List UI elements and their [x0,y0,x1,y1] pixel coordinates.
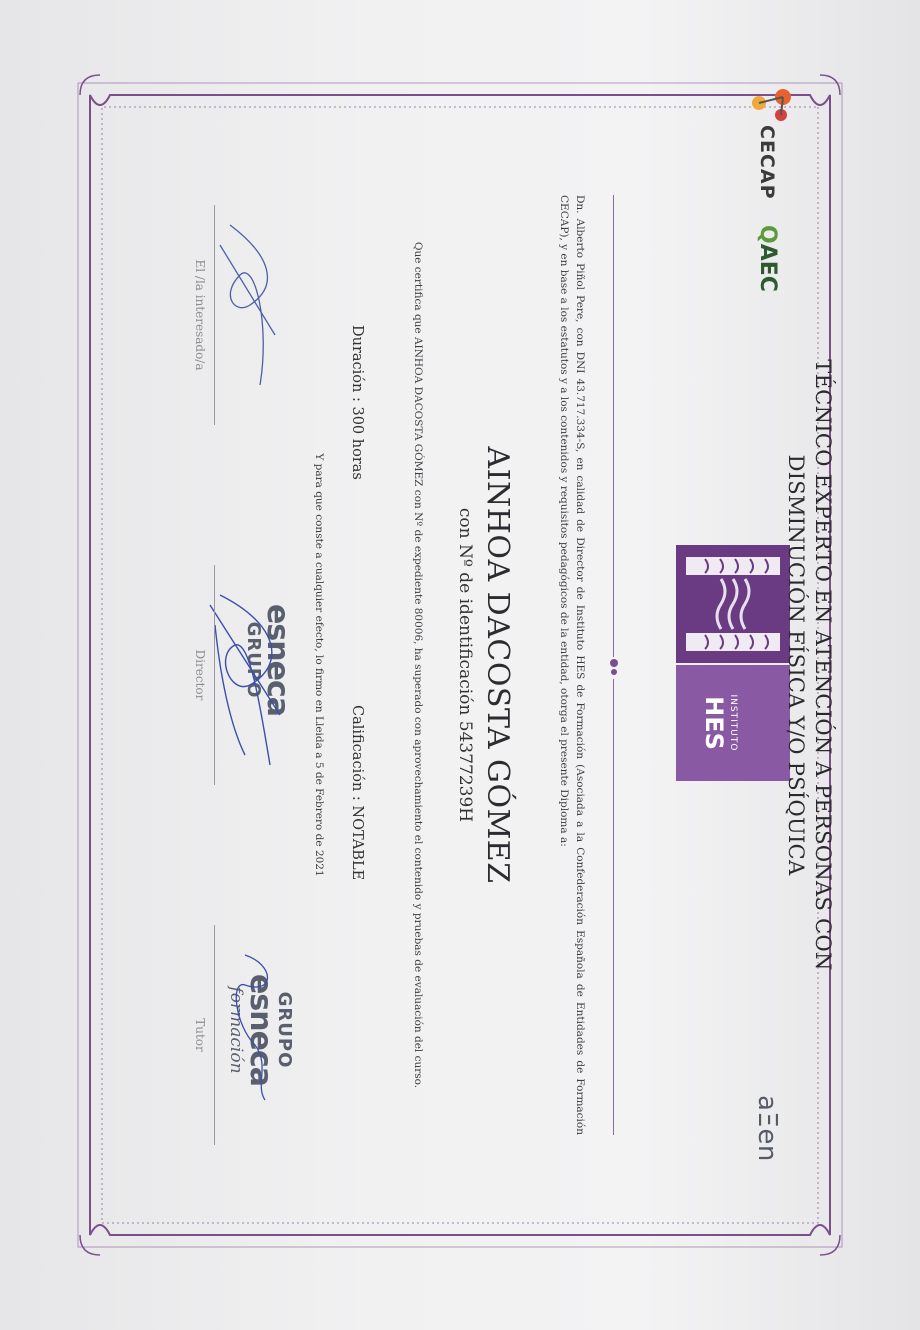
esneca-stamp-director-word: esneca [260,604,295,716]
recipient-name: AINHOA DACOSTA GÓMEZ [480,446,515,884]
esneca-stamp-director-grupo: GRUPO [243,621,264,699]
qaec-logo-first-letter: Q [755,225,780,244]
esneca-stamp-tutor-formacion: formación [226,986,246,1074]
hes-h-pattern-icon [676,545,790,663]
signature-label-director: Director [193,649,207,701]
intro-paragraph: Dn. Alberto Piñol Pere, con DNI 43.717.334-S, en calidad de Director de Instituto HES de Formación (Asociada a la Confederación Española de Entidades de Formación CECAP), y en base a los estatutos y a los contenidos y requisitos pedagógicos de la entidad, otorga el presente Diploma a: [558,195,586,1135]
course-title-line-2: DISMINUCIÓN FÍSICA Y/O PSÍQUICA [784,454,808,876]
recipient-id: con Nº de identificación 54377239H [455,507,475,823]
course-duration: Duración : 300 horas [349,325,365,480]
cecap-logo-text: CECAP [756,125,778,200]
divider-ornament-dot [610,659,618,667]
closing-statement: Y para que conste a cualquier efecto, lo firmo en Lleida a 5 de Febrero de 2021 [313,453,325,877]
interesado-signature [210,215,290,395]
cecap-logo-icon [745,85,795,127]
esneca-stamp-tutor-grupo: GRUPO [274,991,295,1069]
course-title [782,325,836,1005]
qaec-logo-rest: AEC [755,243,780,292]
course-title-line-1: TÉCNICO EXPERTO EN ATENCIÓN A PERSONAS CON [811,359,835,971]
signature-line-tutor [214,925,215,1145]
course-grade: Calificación : NOTABLE [349,705,365,881]
hes-h-mark [676,545,790,663]
signature-line-interesado [214,205,215,425]
hes-instituto-label: INSTITUTO [728,694,738,752]
signature-line-director [214,565,215,785]
instituto-hes-logo [676,545,790,781]
signature-label-tutor: Tutor [193,1018,207,1052]
divider-ornament-dot-small [611,669,617,675]
diploma [70,65,850,1265]
hes-wordmark: HES [700,696,728,750]
title-divider-left [613,195,614,657]
qaec-logo [755,225,780,292]
aenor-logo: aΞen [752,1095,782,1162]
signature-label-interesado: El /la interesado/a [193,259,207,371]
title-divider-right [613,679,614,1135]
tutor-signature [205,935,295,1115]
certifies-paragraph: Que certifica que AINHOA DACOSTA GÓMEZ con Nº de expediente 80006, ha superado con aprovechamiento el contenido y pruebas de evaluación del curso. [412,241,424,1089]
esneca-stamp-tutor-word: esneca [243,974,278,1086]
